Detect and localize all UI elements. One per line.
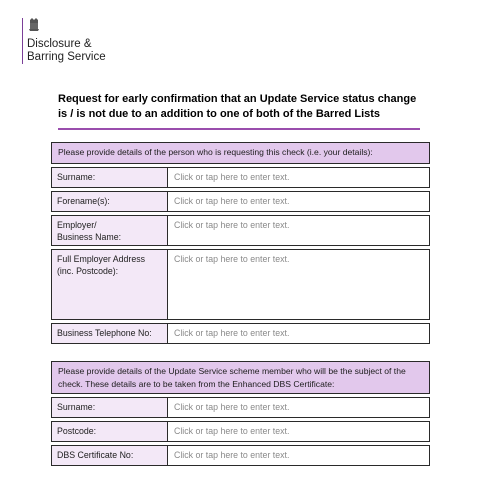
- section-header: Please provide details of the Update Service scheme member who will be the subject of the check. These details are to be taken from the Enhanced DBS Certificate:: [51, 361, 430, 394]
- field-label: DBS Certificate No:: [52, 446, 168, 465]
- form-heading: Request for early confirmation that an Update Service status change is / is not due to an addition to one of both of the Barred Lists: [58, 93, 417, 120]
- employer-input[interactable]: Click or tap here to enter text.: [174, 220, 290, 230]
- heading-divider: [58, 128, 420, 130]
- surname-row: [51, 167, 430, 188]
- postcode-row: [51, 421, 430, 442]
- dbs-logo: [22, 18, 106, 64]
- requester-section: [51, 142, 430, 344]
- field-label: Employer/ Business Name:: [52, 216, 168, 245]
- logo-divider: [22, 18, 23, 64]
- telephone-input[interactable]: Click or tap here to enter text.: [174, 328, 290, 338]
- forename-input[interactable]: Click or tap here to enter text.: [174, 196, 290, 206]
- field-label: Forename(s):: [52, 192, 168, 211]
- address-row: [51, 249, 430, 320]
- field-label: Surname:: [52, 398, 168, 417]
- section-header: Please provide details of the person who is requesting this check (i.e. your details):: [51, 142, 430, 164]
- certificate-input[interactable]: Click or tap here to enter text.: [174, 450, 290, 460]
- field-label: Full Employer Address (inc. Postcode):: [52, 250, 168, 319]
- certificate-row: [51, 445, 430, 466]
- subject-surname-input[interactable]: Click or tap here to enter text.: [174, 402, 290, 412]
- field-label: Business Telephone No:: [52, 324, 168, 343]
- employer-row: [51, 215, 430, 246]
- telephone-row: [51, 323, 430, 344]
- subject-surname-row: [51, 397, 430, 418]
- royal-crest-icon: [28, 18, 40, 32]
- logo-text: [27, 38, 106, 64]
- field-label: Surname:: [52, 168, 168, 187]
- address-input[interactable]: Click or tap here to enter text.: [174, 254, 290, 264]
- surname-input[interactable]: Click or tap here to enter text.: [174, 172, 290, 182]
- logo-line-1: Disclosure &: [27, 38, 92, 50]
- field-label: Postcode:: [52, 422, 168, 441]
- postcode-input[interactable]: Click or tap here to enter text.: [174, 426, 290, 436]
- logo-line-2: Barring Service: [27, 51, 106, 63]
- forename-row: [51, 191, 430, 212]
- subject-section: [51, 361, 430, 466]
